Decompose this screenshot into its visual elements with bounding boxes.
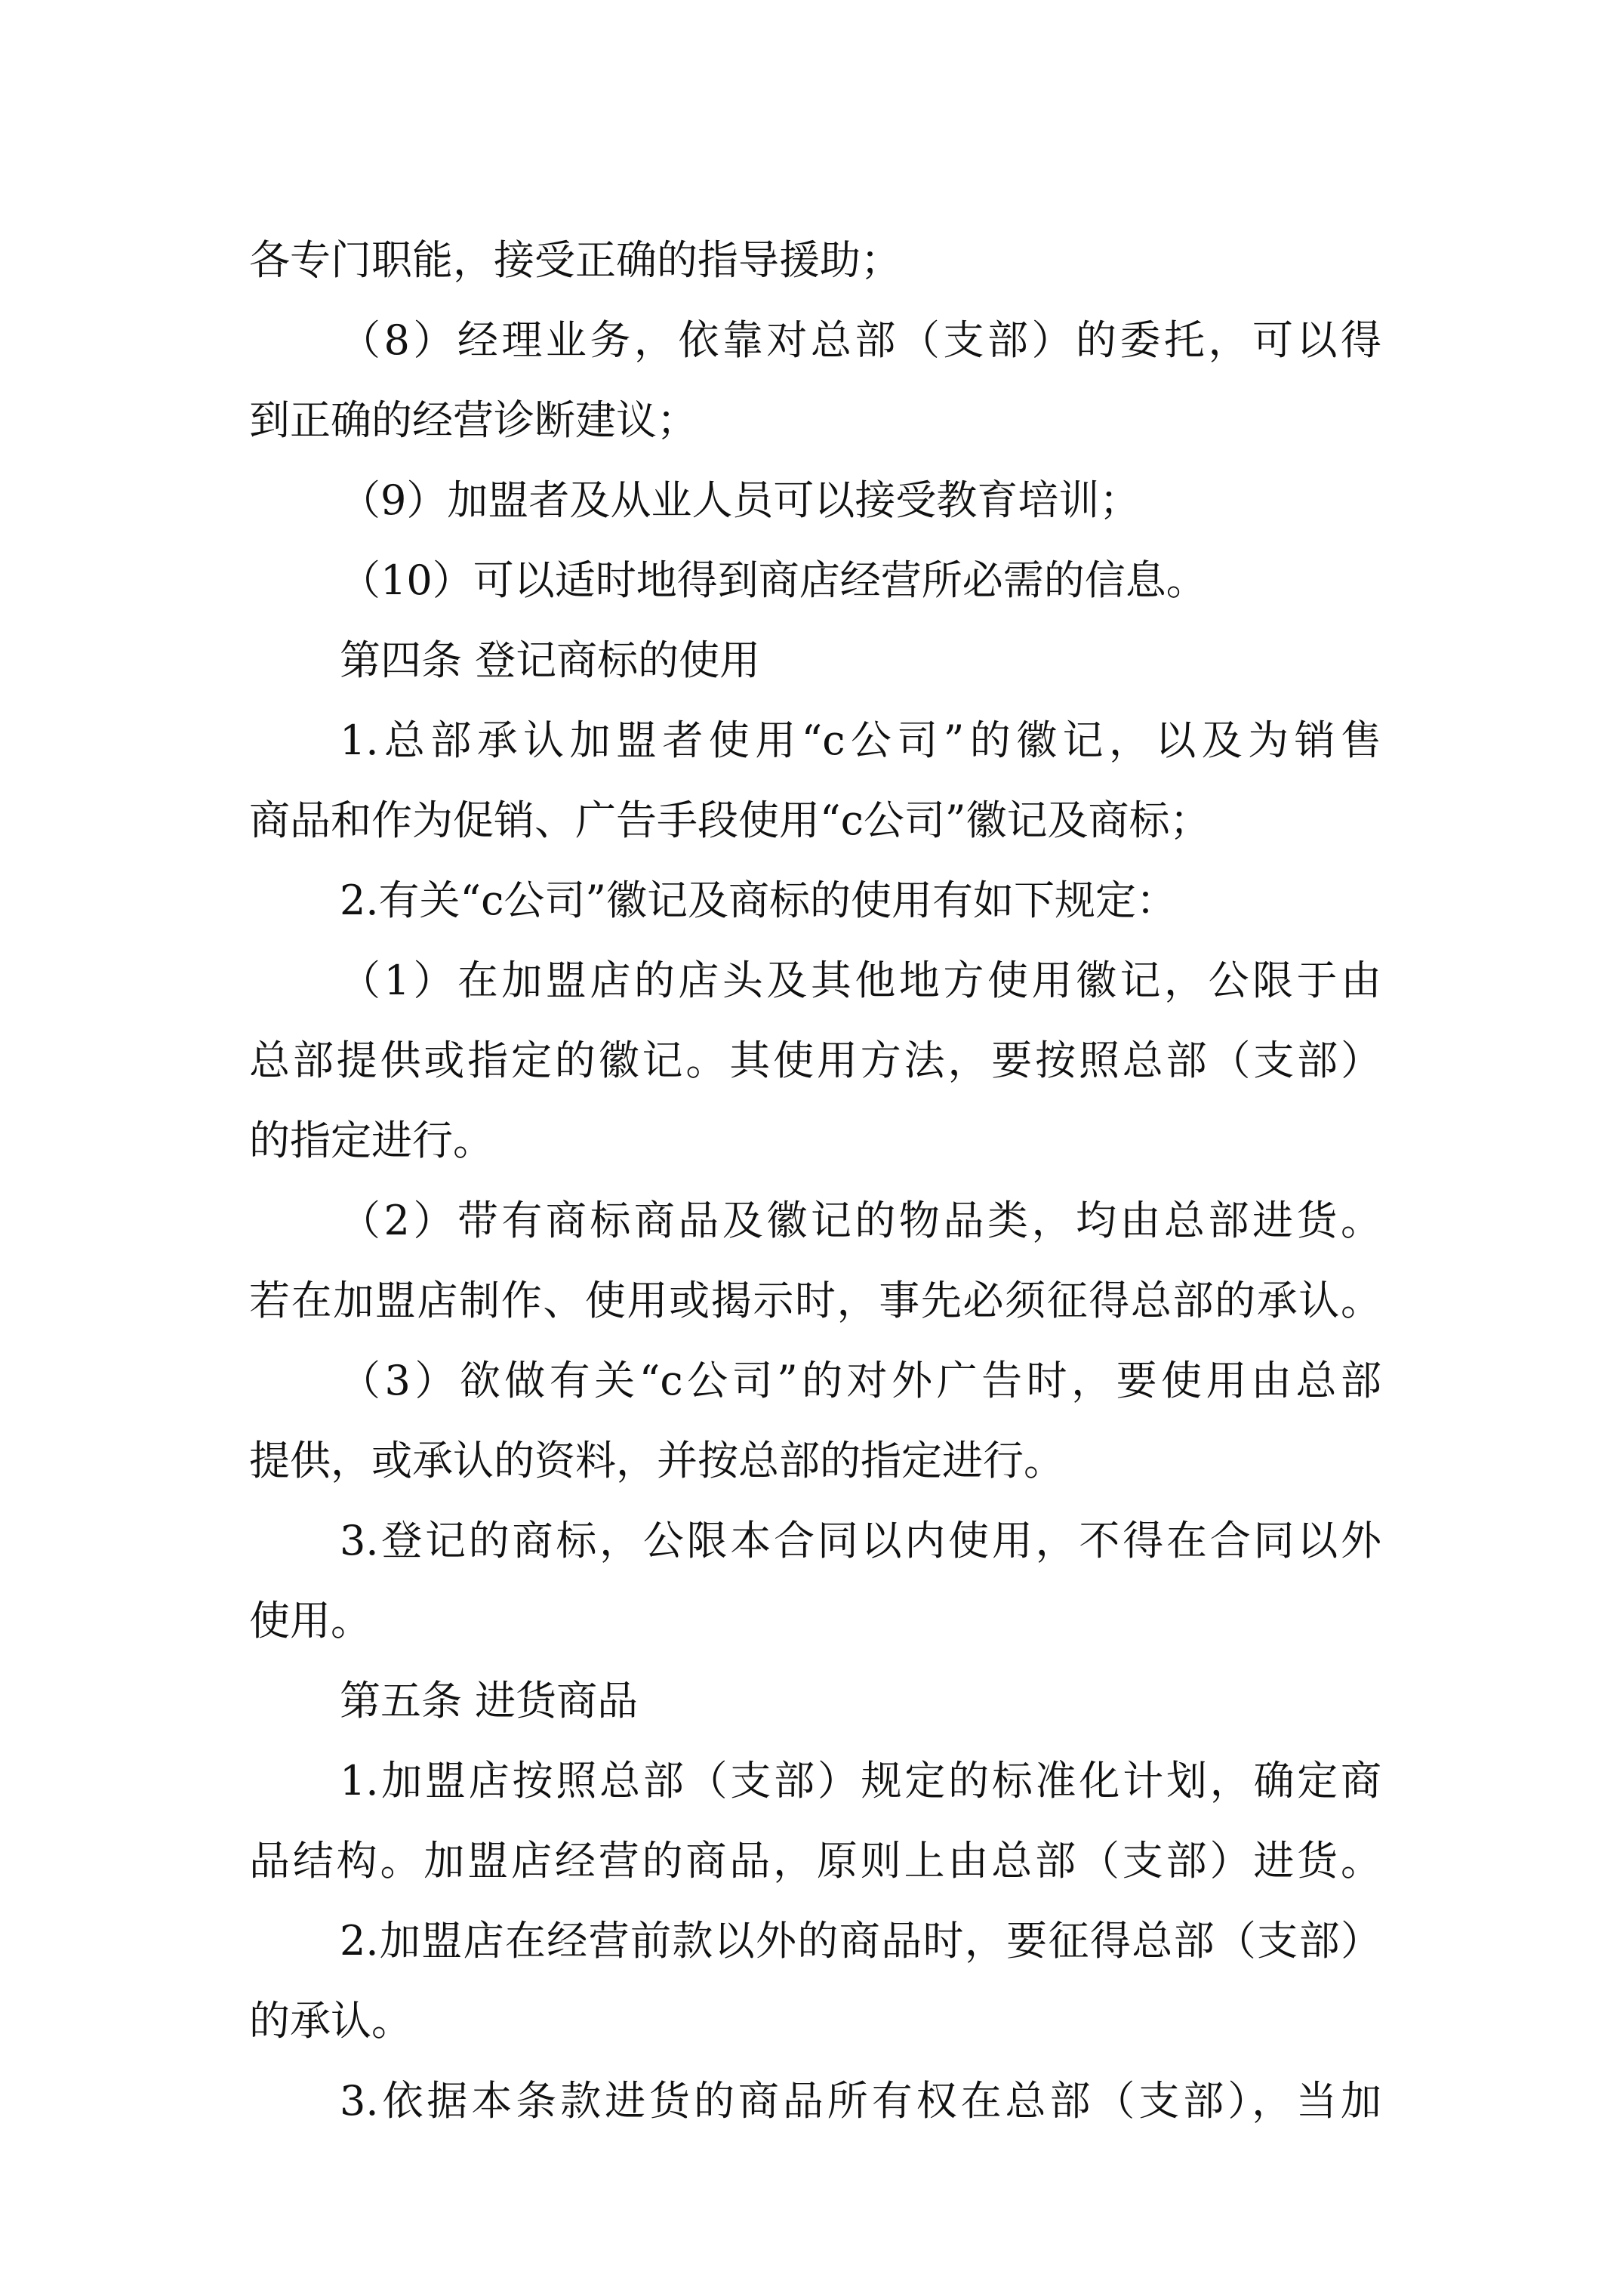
text-line-21 <box>249 1821 1381 1901</box>
text-line-8-text: 商品和作为促销、广告手段使用“c公司”徽记及商标； <box>249 797 1211 844</box>
text-line-14-text: 若在加盟店制作、使用或揭示时，事先必须征得总部的承认。 <box>249 1277 1381 1324</box>
text-line-16-text: 提供，或承认的资料，并按总部的指定进行。 <box>249 1437 1064 1484</box>
text-line-1 <box>249 220 1381 300</box>
text-line-15-text: （3）欲做有关“c公司”的对外广告时，要使用由总部 <box>340 1357 1381 1404</box>
text-line-21-text: 品结构。加盟店经营的商品，原则上由总部（支部）进货。 <box>249 1837 1381 1885</box>
text-line-24-text: 3.依据本条款进货的商品所有权在总部（支部），当加 <box>340 2077 1381 2125</box>
text-line-13 <box>249 1181 1381 1261</box>
text-line-17-text: 3.登记的商标，公限本合同以内使用，不得在合同以外 <box>340 1517 1381 1564</box>
text-line-14 <box>249 1261 1381 1341</box>
text-line-3 <box>249 381 1381 461</box>
text-line-3-text: 到正确的经营诊断建议； <box>249 396 698 444</box>
text-line-10-text: （1）在加盟店的店头及其他地方使用徽记，公限于由 <box>340 957 1381 1004</box>
text-line-22-text: 2.加盟店在经营前款以外的商品时，要征得总部（支部） <box>340 1917 1381 1965</box>
text-line-7 <box>249 701 1381 781</box>
text-line-16 <box>249 1421 1381 1501</box>
text-line-5-text: （10）可以适时地得到商店经营所必需的信息。 <box>340 556 1207 604</box>
text-line-7-text: 1.总部承认加盟者使用“c公司”的徽记，以及为销售 <box>340 717 1381 764</box>
text-line-20-text: 1.加盟店按照总部（支部）规定的标准化计划，确定商 <box>340 1757 1381 1804</box>
text-line-23-text: 的承认。 <box>249 1997 412 2045</box>
text-line-15 <box>249 1341 1381 1421</box>
section-heading-5-text: 第五条 进货商品 <box>340 1677 639 1724</box>
text-line-9 <box>249 861 1381 941</box>
text-line-1-text: 各专门职能，接受正确的指导援助； <box>249 236 901 284</box>
text-line-17 <box>249 1501 1381 1581</box>
text-line-8 <box>249 781 1381 861</box>
text-line-12 <box>249 1101 1381 1181</box>
text-line-13-text: （2）带有商标商品及徽记的物品类，均由总部进货。 <box>340 1197 1381 1244</box>
text-line-24 <box>249 2061 1381 2141</box>
text-line-22 <box>249 1901 1381 1981</box>
section-heading-4 <box>249 621 1381 701</box>
text-line-4 <box>249 461 1381 541</box>
text-line-11-text: 总部提供或指定的徽记。其使用方法，要按照总部（支部） <box>249 1037 1381 1084</box>
text-line-2-text: （8）经理业务，依靠对总部（支部）的委托，可以得 <box>340 316 1381 364</box>
text-line-2 <box>249 300 1381 381</box>
text-line-4-text: （9）加盟者及从业人员可以接受教育培训； <box>340 476 1141 524</box>
text-line-18 <box>249 1581 1381 1661</box>
text-line-10 <box>249 941 1381 1021</box>
section-heading-5 <box>249 1661 1381 1741</box>
text-line-20 <box>249 1741 1381 1821</box>
section-heading-4-text: 第四条 登记商标的使用 <box>340 636 761 684</box>
text-line-12-text: 的指定进行。 <box>249 1117 494 1164</box>
document-body <box>249 220 1381 2141</box>
text-line-18-text: 使用。 <box>249 1597 371 1644</box>
text-line-5 <box>249 541 1381 621</box>
text-line-9-text: 2.有关“c公司”徽记及商标的使用有如下规定： <box>340 877 1177 924</box>
text-line-11 <box>249 1021 1381 1101</box>
text-line-23 <box>249 1981 1381 2061</box>
